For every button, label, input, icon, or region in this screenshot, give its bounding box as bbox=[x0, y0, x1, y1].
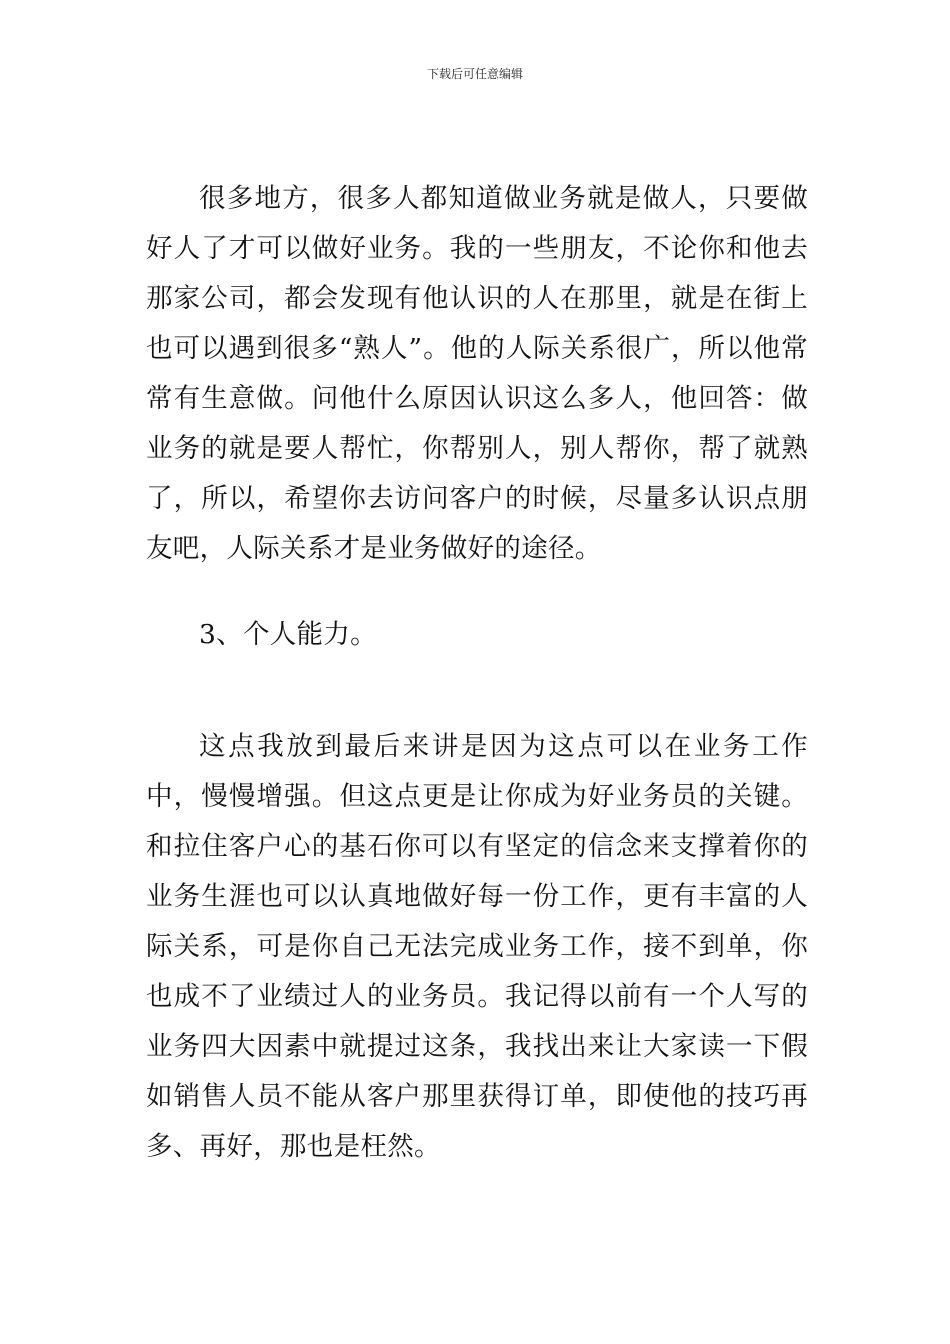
section-heading-personal-ability: 3、个人能力。 bbox=[199, 619, 377, 650]
paragraph-personal-ability: 这点我放到最后来讲是因为这点可以在业务工作中，慢慢增强。但这点更是让你成为好业务员的关键。和拉住客户心的基石你可以有坚定的信念来支撑着你的业务生涯也可以认真地做好每一份工作，更有丰富的人际关系，可是你自己无法完成业务工作，接不到单，你也成不了业绩过人的业务员。我记得以前有一个人写的业务四大因素中就提过这条，我找出来让大家读一下假如销售人员不能从客户那里获得订单，即使他的技巧再多、再好，那也是枉然。 bbox=[146, 731, 808, 1162]
page-header: 下载后可任意编辑 bbox=[426, 67, 523, 81]
paragraph-relationships: 很多地方，很多人都知道做业务就是做人，只要做好人了才可以做好业务。我的一些朋友，不论你和他去那家公司，都会发现有他认识的人在那里，就是在街上也可以遇到很多“熟人”。他的人际关系很广，所以他常常有生意做。问他什么原因认识这么多人，他回答：做业务的就是要人帮忙，你帮别人，别人帮你，帮了就熟了，所以，希望你去访问客户的时候，尽量多认识点朋友吧，人际关系才是业务做好的途径。 bbox=[146, 183, 808, 564]
